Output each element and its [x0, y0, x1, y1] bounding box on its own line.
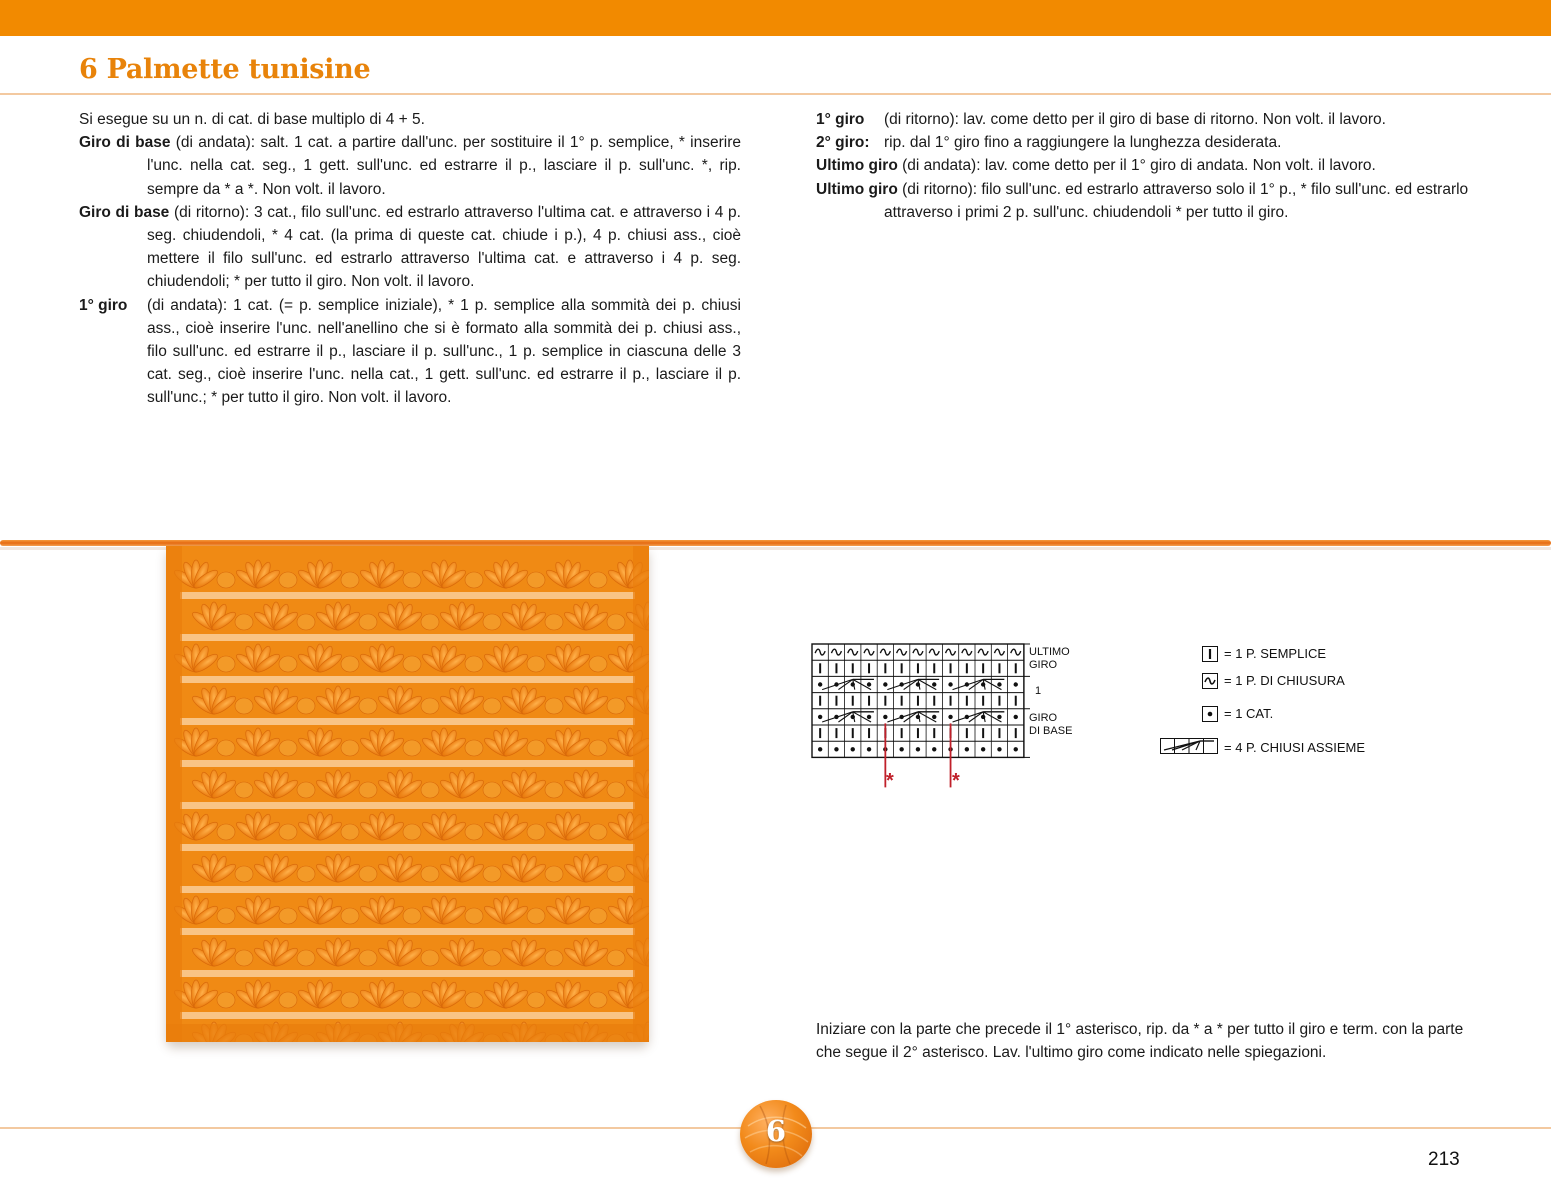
instruction-ultimo-giro-andata — [816, 154, 1482, 177]
label-ultimo-giro — [1029, 646, 1070, 672]
closing-stitch-icon — [1202, 673, 1218, 689]
instruction-text: (di ritorno): filo sull'unc. ed estrarlo attraverso solo il 1° p., * filo sull'unc. ed estrarlo attraverso i primi 2 p. sull'unc. chiudendoli * per tutto il giro. — [884, 180, 1469, 221]
label-giro-di-base-line1: GIRO — [1029, 712, 1058, 724]
label-ultimo-giro-line1: ULTIMO — [1029, 646, 1070, 658]
instruction-secondo-giro — [816, 131, 1482, 154]
label-giro-di-base — [1029, 712, 1072, 738]
yarn-ball-badge — [740, 1100, 812, 1168]
instruction-label: Ultimo giro — [816, 157, 898, 175]
swatch-texture — [166, 546, 649, 1042]
legend-text: = 1 P. SEMPLICE — [1224, 646, 1327, 661]
legend-text: = 4 P. CHIUSI ASSIEME — [1224, 740, 1366, 755]
chain-icon — [1202, 706, 1218, 722]
instruction-label: 1° giro — [79, 296, 128, 314]
instruction-text: (di ritorno): 3 cat., filo sull'unc. ed estrarlo attraverso l'ultima cat. e attraverso i 4 p. seg. chiudendoli, * 4 cat. (la prima di queste cat. chiude i p.), 4 p. chiusi ass., cioè mettere il filo sull'unc. ed estrarlo attraverso l'ultima cat. e attraverso i 4 p. seg. chiudendoli; * per tutto il giro. Non volt. il lavoro. — [147, 203, 741, 291]
cluster-icon — [1160, 738, 1218, 754]
instruction-text: (di andata): lav. come detto per il 1° giro di andata. Non volt. il lavoro. — [897, 157, 1376, 175]
chart-note: Iniziare con la parte che precede il 1° asterisco, rip. da * a * per tutto il giro e term. con la parte che segue il 2° asterisco. Lav. l'ultimo giro come indicato nelle spiegazioni. — [816, 1021, 1464, 1062]
instructions-left-column — [79, 108, 741, 410]
label-row-1: 1 — [1035, 685, 1042, 697]
legend-text: = 1 CAT. — [1224, 706, 1274, 721]
repeat-marker-2: * — [952, 770, 960, 792]
instruction-primo-giro-andata — [79, 294, 741, 410]
page-number: 213 — [1428, 1149, 1460, 1170]
instruction-text: (di andata): 1 cat. (= p. semplice iniziale), * 1 p. semplice alla sommità dei p. chiusi ass., cioè inserire l'unc. nell'anellino che si è formato alla sommità dei p. chiusi ass., filo sull'unc. ed estrarre il p., lasciare il p. sull'unc., 1 p. semplice in ciascuna delle 3 cat. seg., cioè inserire l'unc. nella cat., 1 gett. sull'unc. ed estrarre il p., lasciare il p. sull'unc.; * per tutto il giro. Non volt. il lavoro. — [147, 296, 741, 407]
instruction-text: (di ritorno): lav. come detto per il giro di base di ritorno. Non volt. il lavoro. — [884, 111, 1386, 128]
title-divider — [0, 93, 1551, 95]
top-accent-bar — [0, 0, 1551, 36]
instruction-label: Giro di base — [79, 134, 171, 152]
instruction-text: rip. dal 1° giro fino a raggiungere la lunghezza desiderata. — [884, 134, 1282, 152]
stitch-chart — [810, 641, 1073, 801]
intro-text: Si esegue su un n. di cat. di base multiplo di 4 + 5. — [79, 111, 425, 128]
instruction-label: 1° giro — [816, 111, 865, 128]
swatch-photo — [166, 546, 649, 1042]
single-stitch-icon — [1202, 646, 1218, 662]
instruction-text: (di andata): salt. 1 cat. a partire dall'unc. per sostituire il 1° p. semplice, * inserire l'unc. nella cat. seg., 1 gett. sull'unc. ed estrarre il p., lasciare il p. sull'unc. *, rip. sempre da * a *. Non volt. il lavoro. — [147, 134, 741, 198]
badge-number: 6 — [765, 1114, 787, 1148]
instruction-label: Ultimo giro — [816, 180, 898, 198]
instruction-label: 2° giro: — [816, 134, 870, 152]
instructions-right-column — [816, 108, 1482, 224]
instruction-giro-base-ritorno — [79, 201, 741, 294]
legend-text: = 1 P. DI CHIUSURA — [1224, 673, 1345, 688]
stitch-chart-grid — [810, 641, 1030, 796]
repeat-marker-1: * — [886, 770, 894, 792]
instruction-giro-base-andata — [79, 131, 741, 201]
instruction-ultimo-giro-ritorno — [816, 178, 1482, 224]
instruction-primo-giro-ritorno — [816, 108, 1482, 131]
page-title: 6 Palmette tunisine — [79, 54, 371, 85]
label-giro-di-base-line2: DI BASE — [1029, 725, 1073, 737]
label-ultimo-giro-line2: GIRO — [1029, 659, 1058, 671]
instruction-label: Giro di base — [79, 203, 170, 221]
